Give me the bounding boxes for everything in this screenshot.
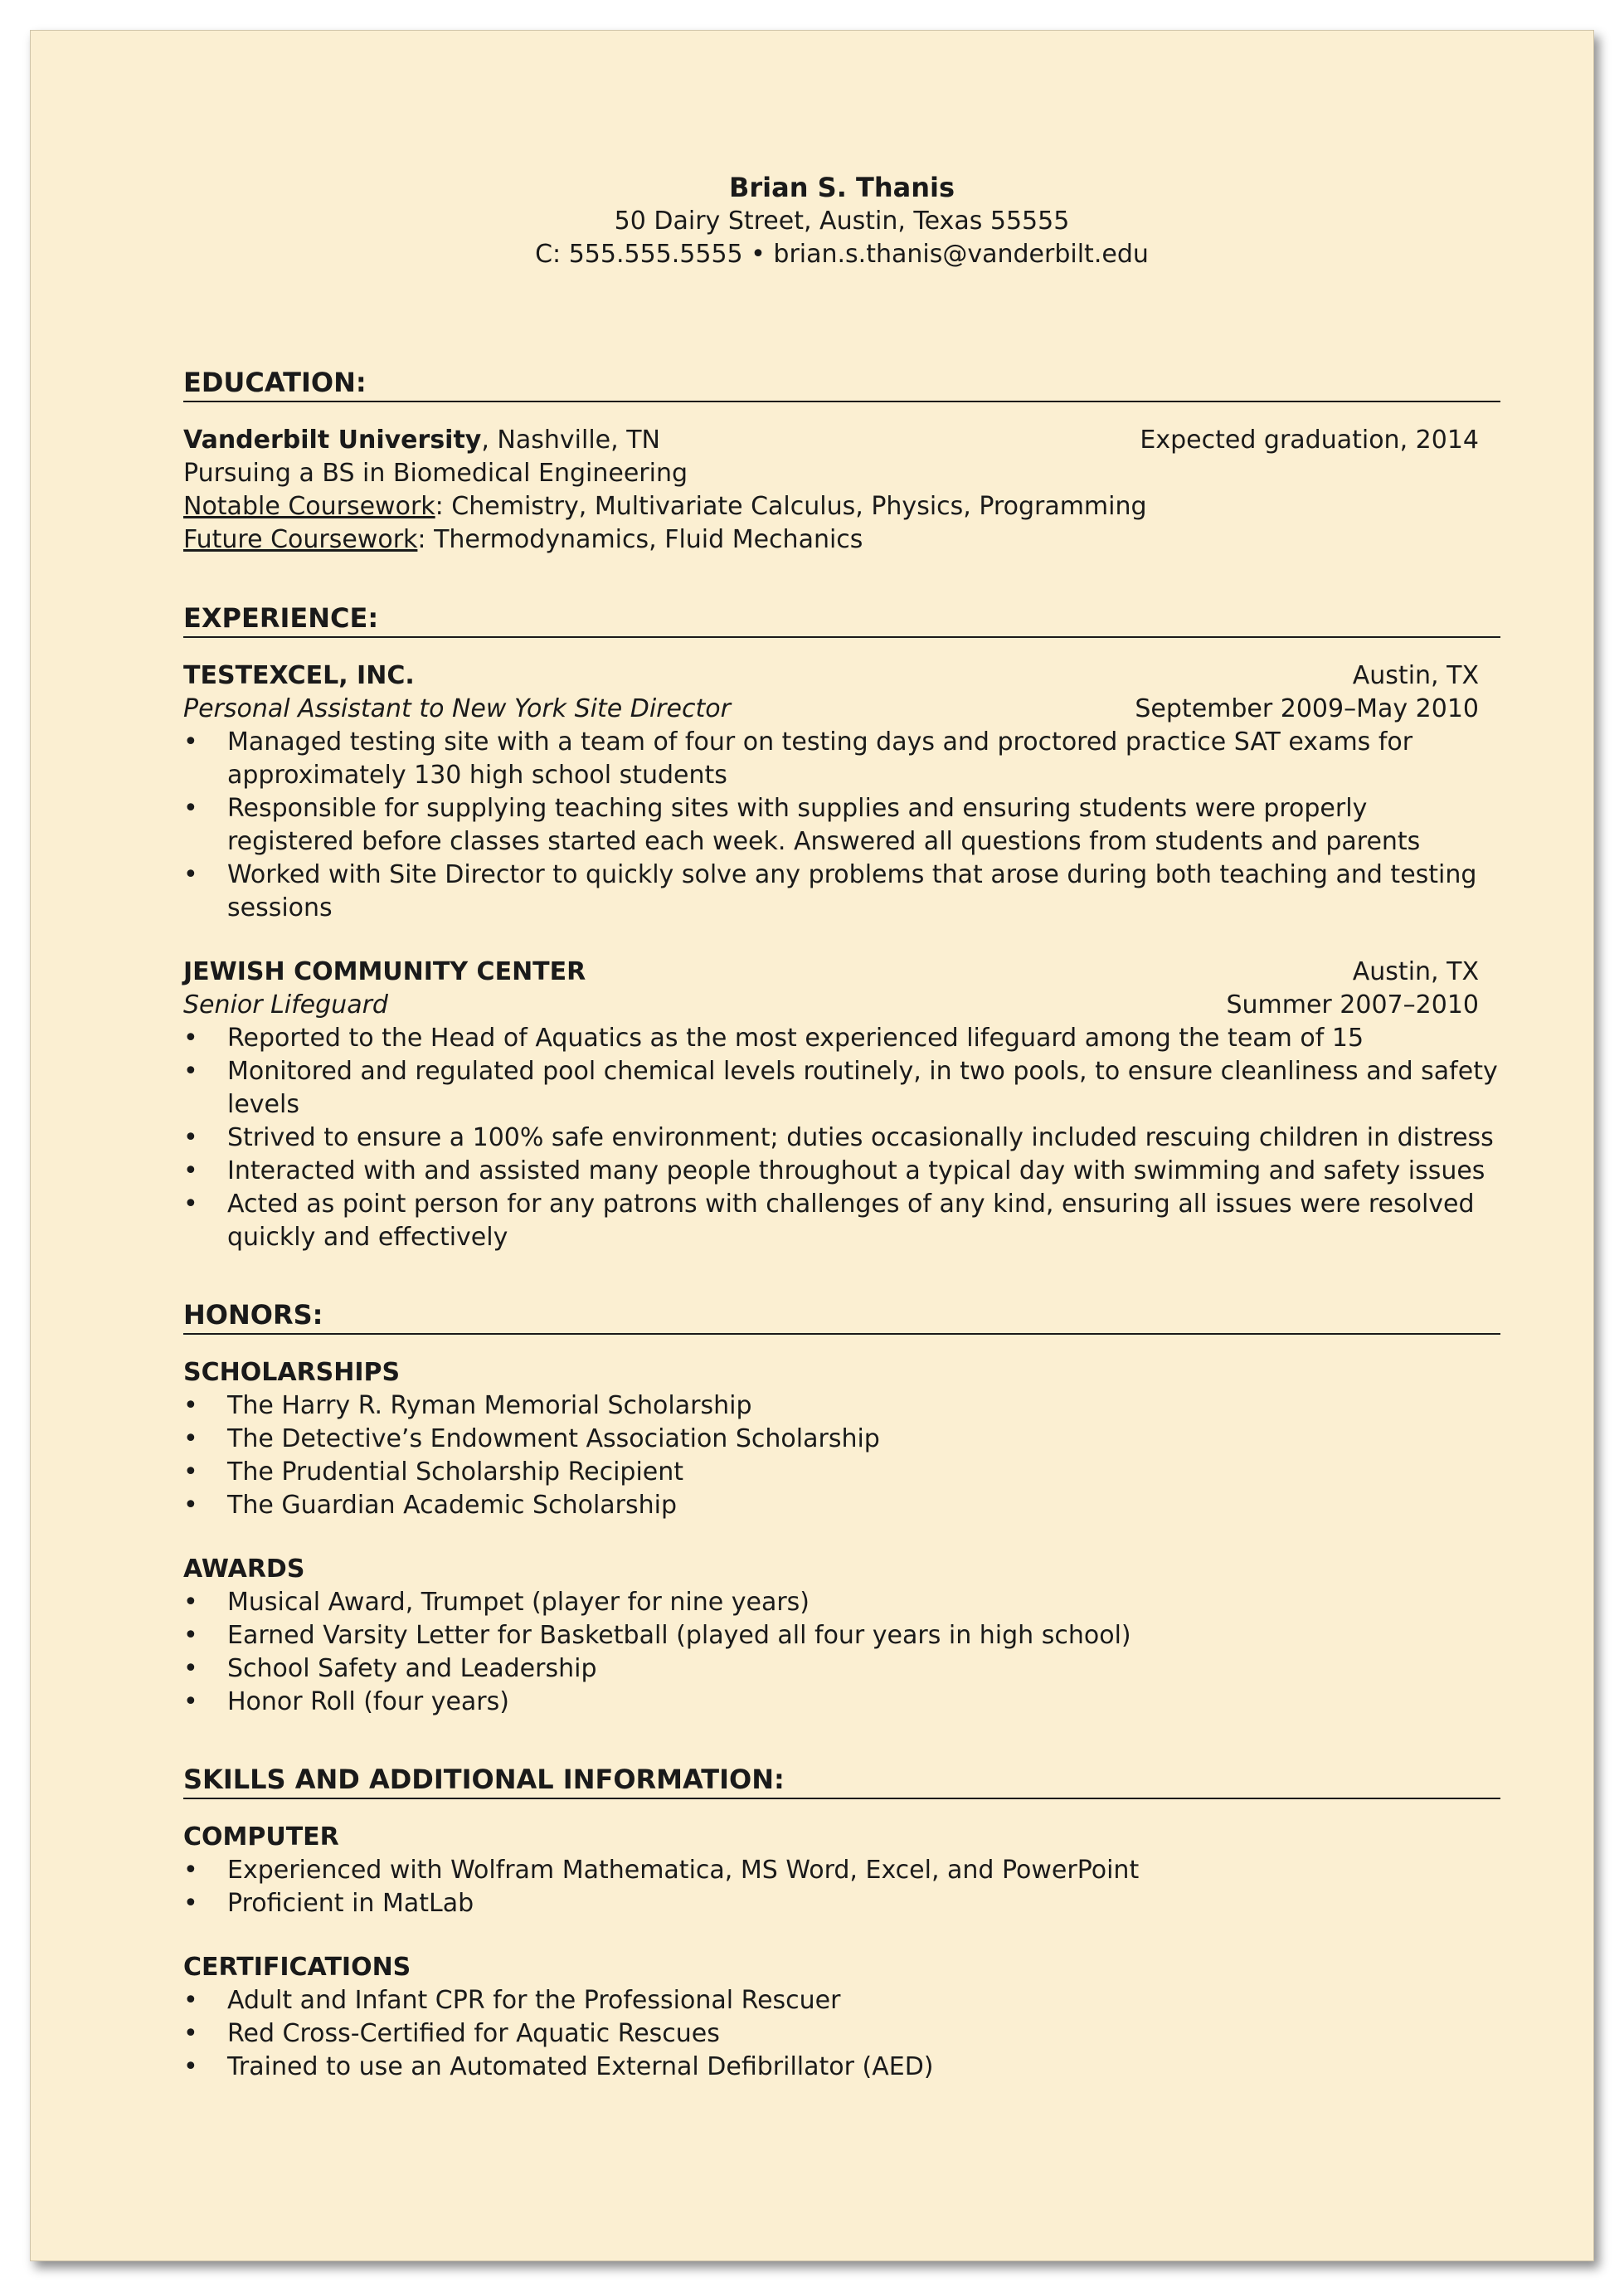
certifications-heading: CERTIFICATIONS [183,1953,411,1982]
notable-coursework-text: : Chemistry, Multivariate Calculus, Physics, Programming [435,492,1147,521]
candidate-address: 50 Dairy Street, Austin, Texas 55555 [614,207,1070,236]
job-bullets [183,1022,1500,1254]
bullet-icon: • [183,1856,198,1885]
bullet-icon: • [183,1457,198,1487]
company-name: JEWISH COMMUNITY CENTER [183,957,586,986]
bullet-icon: • [183,1156,198,1185]
company-name: TESTEXCEL, INC. [183,661,415,690]
bullet-text: School Safety and Leadership [227,1654,597,1683]
bullet-text: Red Cross-Certified for Aquatic Rescues [227,2019,720,2048]
bullet-icon: • [183,1024,198,1053]
job-dates: Summer 2007–2010 [1226,990,1479,1019]
notable-coursework [183,490,1500,523]
bullet-text: Interacted with and assisted many people throughout a typical day with swimming and safety issues [227,1156,1485,1185]
resume-content [183,170,1500,2081]
bullet-text: Experienced with Wolfram Mathematica, MS Word, Excel, and PowerPoint [227,1856,1140,1885]
bullet-text: Musical Award, Trumpet (player for nine years) [227,1588,810,1617]
list-item [183,2051,1500,2084]
bullet-icon: • [183,1654,198,1683]
list-item [183,2017,1500,2051]
bullet-text: Acted as point person for any patrons with challenges of any kind, ensuring all issues were resolved quickly and effectively [227,1190,1475,1252]
job-dates: September 2009–May 2010 [1135,694,1479,723]
computer-heading: COMPUTER [183,1822,339,1852]
skills-heading: SKILLS AND ADDITIONAL INFORMATION: [183,1763,1500,1799]
bullet-icon: • [183,1123,198,1152]
bullet-text: Honor Roll (four years) [227,1687,509,1716]
bullet-text: The Detective’s Endowment Association Scholarship [227,1424,880,1453]
list-item [183,1389,1500,1423]
computer-list [183,1854,1500,1920]
list-item [183,1456,1500,1489]
bullet-icon: • [183,1057,198,1086]
list-item [183,1055,1500,1122]
awards-list [183,1586,1500,1719]
list-item [183,1984,1500,2017]
awards-heading: AWARDS [183,1555,305,1584]
school-name: Vanderbilt University [183,426,482,455]
future-coursework-label: Future Coursework [183,525,418,554]
education-section [183,366,1500,557]
school-row [183,424,1500,457]
bullet-text: Strived to ensure a 100% safe environment; duties occasionally included rescuing children in distress [227,1123,1494,1152]
bullet-icon: • [183,1424,198,1453]
job-title: Senior Lifeguard [183,990,388,1019]
job-entry [183,956,1500,1254]
bullet-icon: • [183,728,198,757]
certifications-list [183,1984,1500,2084]
job-location: Austin, TX [1352,661,1479,690]
list-item [183,1122,1500,1155]
bullet-icon: • [183,1391,198,1420]
bullet-text: Monitored and regulated pool chemical levels routinely, in two pools, to ensure cleanliness and safety levels [227,1057,1498,1119]
list-item [183,1022,1500,1055]
bullet-icon: • [183,794,198,823]
bullet-text: Proficient in MatLab [227,1889,474,1918]
bullet-icon: • [183,2052,198,2081]
list-item [183,792,1500,859]
bullet-icon: • [183,1986,198,2015]
bullet-text: Trained to use an Automated External Defibrillator (AED) [227,2052,934,2081]
bullet-icon: • [183,1588,198,1617]
bullet-icon: • [183,1687,198,1716]
list-item [183,1188,1500,1254]
graduation-date: Expected graduation, 2014 [1140,426,1479,455]
future-coursework [183,523,1500,557]
job-bullets [183,726,1500,925]
resume-header [183,170,1500,271]
list-item [183,1489,1500,1522]
bullet-text: Worked with Site Director to quickly solve any problems that arose during both teaching and testing sessions [227,860,1477,922]
school-location: , Nashville, TN [481,426,660,455]
experience-heading: EXPERIENCE: [183,601,1500,638]
list-item [183,1619,1500,1652]
job-title: Personal Assistant to New York Site Director [183,694,731,723]
list-item [183,1423,1500,1456]
bullet-icon: • [183,1491,198,1520]
bullet-text: Responsible for supplying teaching sites with supplies and ensuring students were properly registered before classes started each week. Answered all questions from students and parents [227,794,1421,856]
degree-line: Pursuing a BS in Biomedical Engineering [183,459,688,488]
list-item [183,1586,1500,1619]
candidate-contact: C: 555.555.5555 • brian.s.thanis@vanderbilt.edu [535,240,1149,269]
list-item [183,1155,1500,1188]
bullet-text: Managed testing site with a team of four on testing days and proctored practice SAT exams for approximately 130 high school students [227,728,1413,790]
bullet-icon: • [183,2019,198,2048]
bullet-text: Adult and Infant CPR for the Professional Rescuer [227,1986,841,2015]
bullet-icon: • [183,860,198,889]
resume-page [30,30,1594,2261]
scholarships-list [183,1389,1500,1522]
job-location: Austin, TX [1352,957,1479,986]
experience-section [183,601,1500,1254]
future-coursework-text: : Thermodynamics, Fluid Mechanics [417,525,863,554]
job-entry [183,659,1500,925]
scholarships-heading: SCHOLARSHIPS [183,1358,401,1387]
candidate-name: Brian S. Thanis [729,172,955,203]
bullet-icon: • [183,1621,198,1650]
list-item [183,1686,1500,1719]
list-item [183,1854,1500,1887]
notable-coursework-label: Notable Coursework [183,492,435,521]
list-item [183,1887,1500,1920]
list-item [183,726,1500,792]
list-item [183,859,1500,925]
honors-heading: HONORS: [183,1298,1500,1335]
bullet-text: The Guardian Academic Scholarship [227,1491,678,1520]
bullet-text: Reported to the Head of Aquatics as the most experienced lifeguard among the team of 15 [227,1024,1364,1053]
bullet-text: Earned Varsity Letter for Basketball (played all four years in high school) [227,1621,1131,1650]
bullet-icon: • [183,1889,198,1918]
bullet-text: The Prudential Scholarship Recipient [227,1457,684,1487]
bullet-text: The Harry R. Ryman Memorial Scholarship [227,1391,752,1420]
education-heading: EDUCATION: [183,366,1500,402]
skills-section [183,1763,1500,2084]
honors-section [183,1298,1500,1719]
bullet-icon: • [183,1190,198,1219]
list-item [183,1652,1500,1686]
